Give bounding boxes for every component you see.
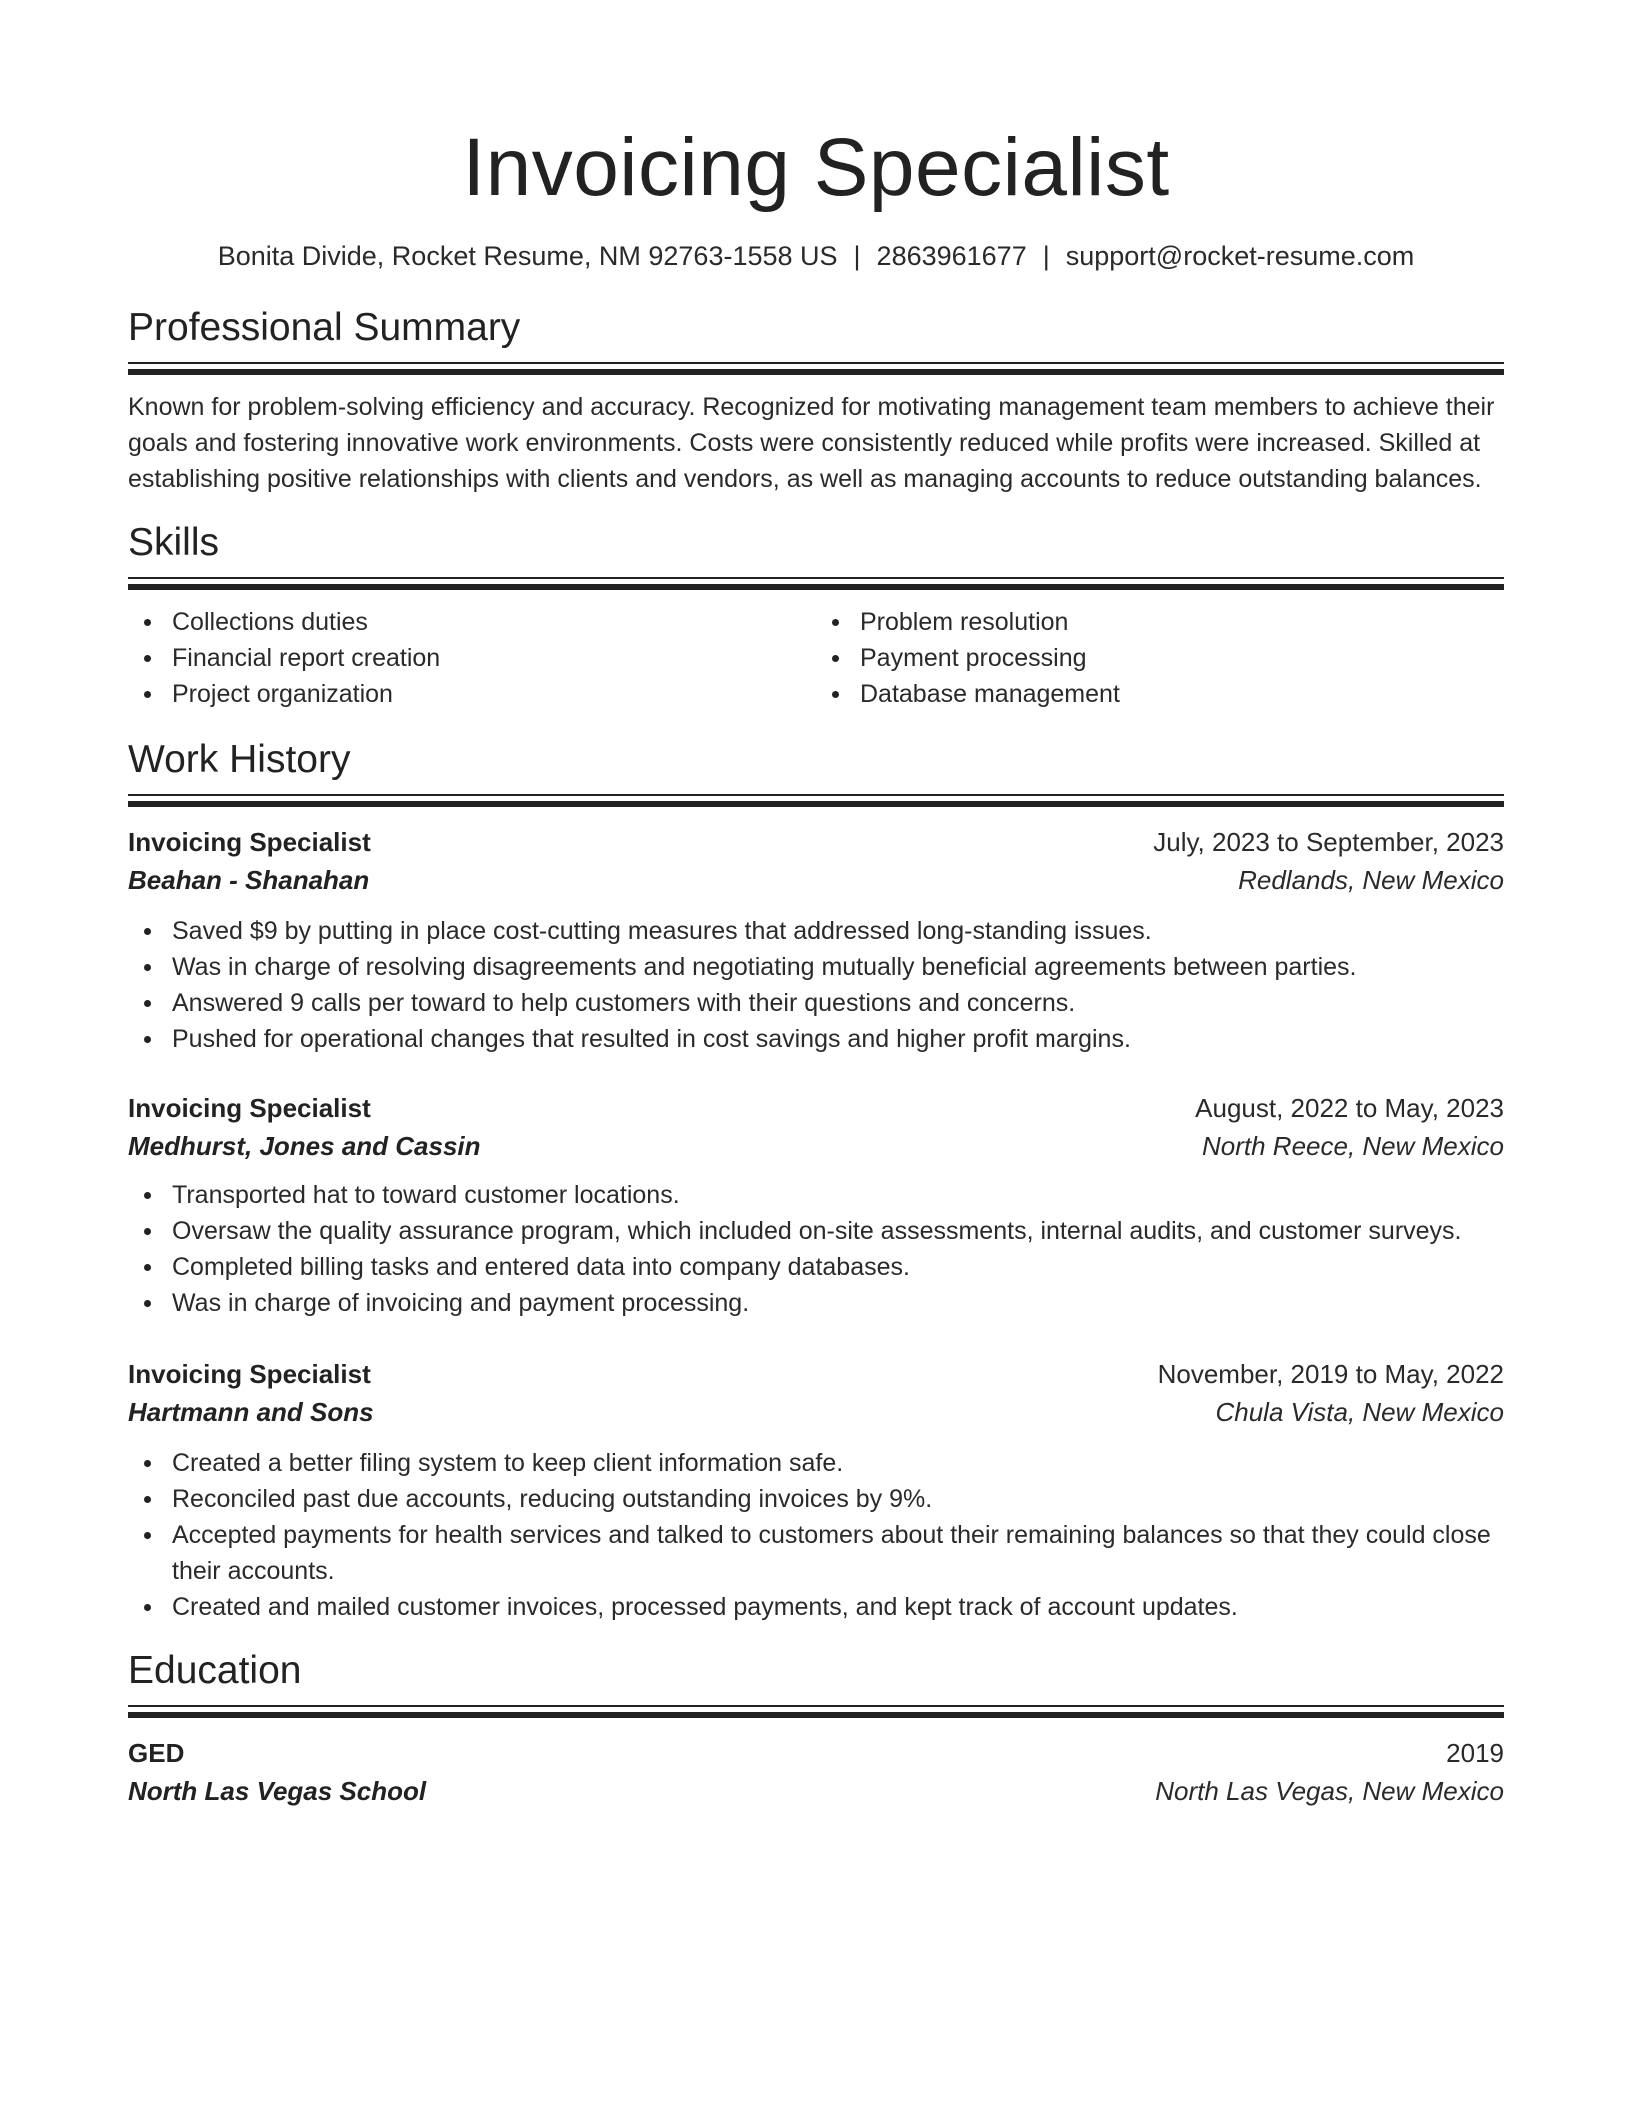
skills-column-right [816, 604, 1504, 712]
skills-section [128, 519, 1504, 712]
contact-separator: | [853, 241, 861, 271]
job-subheader [128, 861, 1504, 899]
job-bullet: Saved $9 by putting in place cost-cutting measures that addressed long-standing issues. [172, 913, 1504, 949]
job-bullet: Oversaw the quality assurance program, which included on-site assessments, internal audits, and customer surveys. [172, 1213, 1504, 1249]
skill-item: Financial report creation [172, 640, 816, 676]
job-bullet: Accepted payments for health services and talked to customers about their remaining balances so that they could close their accounts. [172, 1517, 1504, 1589]
skill-item: Payment processing [860, 640, 1504, 676]
skill-item: Collections duties [172, 604, 816, 640]
skill-item: Problem resolution [860, 604, 1504, 640]
job-title: Invoicing Specialist [128, 1359, 371, 1389]
job-header [128, 1355, 1504, 1393]
job-dates: November, 2019 to May, 2022 [1157, 1359, 1504, 1389]
section-divider [128, 362, 1504, 375]
job-header [128, 1089, 1504, 1127]
job-location: North Reece, New Mexico [1202, 1131, 1504, 1161]
job-bullet: Reconciled past due accounts, reducing outstanding invoices by 9%. [172, 1481, 1504, 1517]
job-bullets [128, 1445, 1504, 1625]
contact-line [128, 238, 1504, 274]
job-bullet: Was in charge of resolving disagreements and negotiating mutually beneficial agreements between parties. [172, 949, 1504, 985]
job-bullets [128, 1177, 1504, 1321]
section-divider [128, 794, 1504, 807]
contact-separator: | [1042, 241, 1050, 271]
skills-heading: Skills [128, 521, 220, 564]
job-bullet: Was in charge of invoicing and payment processing. [172, 1285, 1504, 1321]
section-divider [128, 1705, 1504, 1718]
resume-title: Invoicing Specialist [462, 122, 1170, 213]
education-school: North Las Vegas School [128, 1776, 427, 1806]
job-bullet: Transported hat to toward customer locations. [172, 1177, 1504, 1213]
job-bullet: Completed billing tasks and entered data into company databases. [172, 1249, 1504, 1285]
education-section [128, 1647, 1504, 1810]
contact-email: support@rocket-resume.com [1065, 241, 1415, 271]
skill-item: Project organization [172, 676, 816, 712]
education-subheader [128, 1772, 1504, 1810]
section-divider [128, 577, 1504, 590]
education-entry [128, 1734, 1504, 1810]
job-header [128, 823, 1504, 861]
job-bullet: Answered 9 calls per toward to help customers with their questions and concerns. [172, 985, 1504, 1021]
job-entry [128, 1355, 1504, 1625]
job-dates: August, 2022 to May, 2023 [1195, 1093, 1504, 1123]
education-location: North Las Vegas, New Mexico [1155, 1776, 1504, 1806]
job-subheader [128, 1393, 1504, 1431]
work-history-heading: Work History [128, 738, 351, 781]
work-history-section [128, 736, 1504, 1625]
summary-text: Known for problem-solving efficiency and accuracy. Recognized for motivating management team members to achieve their goals and fostering innovative work environments. Costs were consistently reduced while profits were increased. Skilled at establishing positive relationships with clients and vendors, as well as managing accounts to reduce outstanding balances. [128, 393, 1495, 493]
job-subheader [128, 1127, 1504, 1165]
contact-address: Bonita Divide, Rocket Resume, NM 92763-1558 US [217, 241, 838, 271]
job-title: Invoicing Specialist [128, 827, 371, 857]
skill-item: Database management [860, 676, 1504, 712]
job-company: Beahan - Shanahan [128, 865, 370, 895]
contact-phone: 2863961677 [876, 241, 1027, 271]
job-entry [128, 1089, 1504, 1321]
job-bullet: Pushed for operational changes that resulted in cost savings and higher profit margins. [172, 1021, 1504, 1057]
education-degree: GED [128, 1738, 185, 1768]
skills-column-left [128, 604, 816, 712]
education-header [128, 1734, 1504, 1772]
education-year: 2019 [1446, 1738, 1504, 1768]
summary-heading: Professional Summary [128, 306, 521, 349]
summary-section [128, 304, 1504, 497]
job-bullets [128, 913, 1504, 1057]
job-dates: July, 2023 to September, 2023 [1153, 827, 1504, 857]
job-location: Chula Vista, New Mexico [1215, 1397, 1504, 1427]
job-bullet: Created and mailed customer invoices, processed payments, and kept track of account updates. [172, 1589, 1504, 1625]
job-company: Hartmann and Sons [128, 1397, 374, 1427]
skills-grid [128, 604, 1504, 712]
job-location: Redlands, New Mexico [1238, 865, 1504, 895]
job-company: Medhurst, Jones and Cassin [128, 1131, 481, 1161]
education-heading: Education [128, 1649, 302, 1692]
job-title: Invoicing Specialist [128, 1093, 371, 1123]
job-entry [128, 823, 1504, 1057]
job-bullet: Created a better filing system to keep client information safe. [172, 1445, 1504, 1481]
